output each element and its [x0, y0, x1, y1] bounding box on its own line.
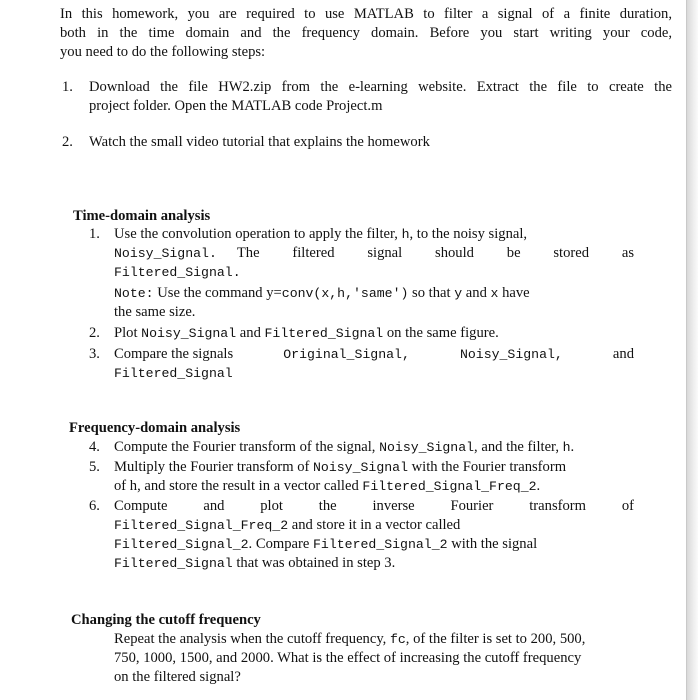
item-1-note-text-b: so that — [408, 285, 455, 301]
item-5-code-filtered-signal-freq-2: Filtered_Signal_Freq_2 — [362, 479, 537, 494]
cutoff-code-fc: fc — [389, 632, 406, 647]
item-1-code-noisy-signal: Noisy_Signal. — [114, 246, 217, 261]
item-4-text-c: . — [570, 439, 575, 455]
item-1-number: 1. — [89, 226, 100, 242]
item-2-line-1 — [114, 324, 499, 343]
item-5-line-2 — [114, 477, 540, 496]
item-3-code-noisy-signal: Noisy_Signal, — [459, 347, 563, 362]
step-1-line-1: Download the file HW2.zip from the e-learning website. Extract the file to create the — [89, 79, 672, 95]
cutoff-line-1 — [114, 630, 634, 649]
step-2-line-1: Watch the small video tutorial that explains the homework — [89, 134, 430, 150]
item-1-line-3 — [114, 263, 241, 282]
item-2-code-filtered-signal: Filtered_Signal — [264, 326, 384, 341]
item-6-line-2 — [114, 516, 634, 535]
item-6-text-d: with the signal — [447, 536, 538, 552]
item-2-text-b: and — [236, 325, 265, 341]
item-5-text-b: with the Fourier transform — [407, 459, 567, 475]
item-6-line-3 — [114, 535, 634, 554]
item-1-code-conv: conv(x,h,'same') — [281, 286, 409, 301]
item-6-text-b: and store it in a vector called — [288, 517, 461, 533]
intro-line-2: both in the time domain and the frequency domain. Before you start writing your code, — [60, 25, 672, 41]
item-1-line-2 — [114, 244, 634, 263]
item-3-code-filtered-signal: Filtered_Signal — [114, 366, 233, 381]
item-1-code-h: h — [401, 227, 410, 242]
item-2-code-noisy-signal: Noisy_Signal — [141, 326, 237, 341]
item-6-code-filtered-signal-2: Filtered_Signal_2 — [114, 537, 249, 552]
item-5-code-noisy-signal: Noisy_Signal — [313, 460, 408, 475]
item-1-text-a: Use the convolution operation to apply the filter, — [114, 226, 402, 242]
item-1-code-filtered-signal: Filtered_Signal. — [114, 265, 241, 280]
page-edge-shadow — [687, 0, 698, 700]
cutoff-line-2: 750, 1000, 1500, and 2000. What is the effect of increasing the cutoff frequency — [114, 650, 582, 666]
item-5-text-a: Multiply the Fourier transform of — [114, 459, 314, 475]
section-heading-frequency-domain: Frequency-domain analysis — [69, 420, 241, 436]
step-1-number: 1. — [62, 79, 73, 95]
item-5-text-c: of h, and store the result in a vector called — [114, 478, 363, 494]
item-6-text-e: that was obtained in step 3. — [232, 555, 396, 571]
step-1-line-2: project folder. Open the MATLAB code Project.m — [89, 98, 383, 114]
item-5-number: 5. — [89, 459, 100, 475]
cutoff-text-b: , of the filter is set to 200, 500, — [405, 631, 586, 647]
item-4-code-h: h — [562, 440, 571, 455]
item-1-line-5: the same size. — [114, 304, 196, 320]
item-1-code-x: x — [490, 286, 499, 301]
item-1-note-have: have — [498, 285, 530, 301]
item-1-line-1 — [114, 225, 672, 244]
item-3-text-compare: Compare the signals — [114, 346, 234, 362]
item-1-note-text-a: Use the command y= — [157, 285, 282, 301]
cutoff-line-3: on the filtered signal? — [114, 669, 241, 685]
intro-line-3: you need to do the following steps: — [60, 44, 266, 60]
item-2-number: 2. — [89, 325, 100, 341]
item-2-text-a: Plot — [114, 325, 142, 341]
item-4-text-b: , and the filter, — [474, 439, 563, 455]
section-heading-cutoff-frequency: Changing the cutoff frequency — [71, 612, 261, 628]
item-4-line-1 — [114, 438, 574, 457]
item-5-line-1 — [114, 458, 634, 477]
cutoff-text-a: Repeat the analysis when the cutoff frequency, — [114, 631, 390, 647]
item-3-line-2 — [114, 364, 233, 383]
item-4-code-noisy-signal: Noisy_Signal — [379, 440, 475, 455]
item-6-number: 6. — [89, 498, 100, 514]
item-6-text-c: . Compare — [248, 536, 313, 552]
item-1-note-and: and — [462, 285, 491, 301]
item-6-code-filtered-signal-freq-2: Filtered_Signal_Freq_2 — [114, 518, 289, 533]
step-2-number: 2. — [62, 134, 73, 150]
item-4-text-a: Compute the Fourier transform of the signal, — [114, 439, 380, 455]
item-6-line-1: Compute and plot the inverse Fourier transform of — [114, 498, 634, 514]
item-6-code-filtered-signal-2-b: Filtered_Signal_2 — [313, 537, 448, 552]
item-6-line-4 — [114, 554, 395, 573]
item-3-text-and: and — [612, 346, 634, 362]
item-3-line-1 — [114, 345, 634, 364]
item-6-code-filtered-signal: Filtered_Signal — [114, 556, 233, 571]
item-1-line-4 — [114, 284, 634, 303]
item-5-text-d: . — [536, 478, 541, 494]
item-1-note-label: Note: — [114, 286, 154, 301]
item-3-number: 3. — [89, 346, 100, 362]
item-1-text-b: , to the noisy signal, — [409, 226, 528, 242]
item-1-text-stored-as: The filtered signal should be stored as — [236, 245, 634, 261]
item-2-text-c: on the same figure. — [383, 325, 499, 341]
intro-line-1: In this homework, you are required to use MATLAB to filter a signal of a finite duration, — [60, 6, 672, 22]
item-4-number: 4. — [89, 439, 100, 455]
section-heading-time-domain: Time-domain analysis — [73, 208, 211, 224]
item-3-code-original-signal: Original_Signal, — [283, 347, 410, 362]
item-1-code-y: y — [454, 286, 463, 301]
